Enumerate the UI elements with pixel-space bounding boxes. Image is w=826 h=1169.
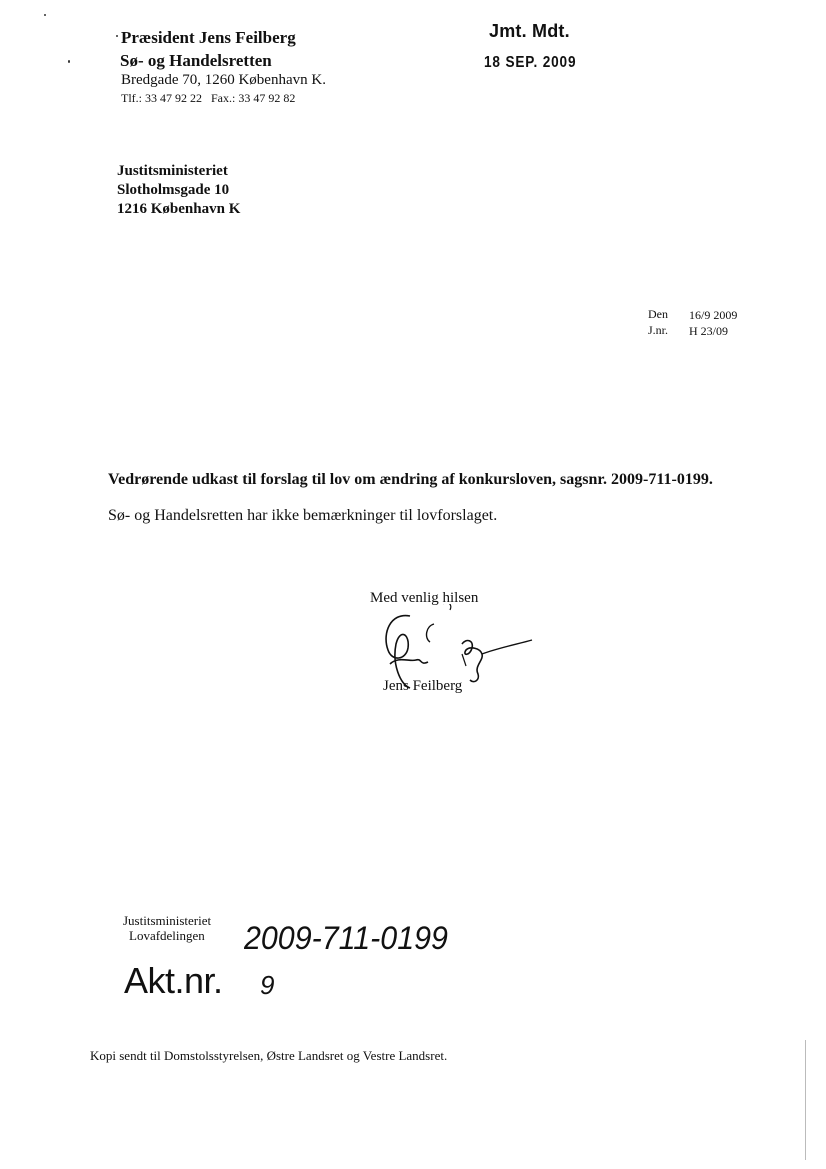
ministry-stamp xyxy=(123,913,211,943)
date-value: 16/9 2009 xyxy=(689,308,738,322)
scan-speck xyxy=(44,14,46,16)
handwritten-akt-number xyxy=(258,966,284,1002)
copy-note: Kopi sendt til Domstolsstyrelsen, Østre Landsret og Vestre Landsret. xyxy=(90,1048,448,1063)
sender-address: Bredgade 70, 1260 København K. xyxy=(121,72,326,88)
ministry-stamp-line-1: Justitsministeriet xyxy=(123,913,212,928)
recipient-line-3: 1216 København K xyxy=(117,201,241,217)
ministry-stamp-line-2: Lovafdelingen xyxy=(129,928,205,943)
letter-body: Sø- og Handelsretten har ikke bemærkninger til lovforslaget. xyxy=(108,507,498,524)
letter-subject: Vedrørende udkast til forslag til lov om ændring af konkursloven, sagsnr. 2009-711-0199. xyxy=(108,471,713,488)
date-label: Den xyxy=(648,307,668,321)
ref-value: H 23/09 xyxy=(689,324,728,338)
sender-name: Præsident Jens Feilberg xyxy=(121,28,296,47)
scan-speck xyxy=(116,35,118,37)
received-stamp-date: 18 SEP. 2009 xyxy=(484,54,577,71)
recipient-line-1: Justitsministeriet xyxy=(117,163,228,179)
sender-court: Sø- og Handelsretten xyxy=(120,51,272,70)
recipient-line-2: Slotholmsgade 10 xyxy=(117,182,230,198)
handwritten-case-number xyxy=(244,915,474,957)
sender-phone: Tlf.: 33 47 92 22 Fax.: 33 47 92 82 xyxy=(121,91,296,105)
handwritten-case-number-text: 2009-711-0199 xyxy=(244,920,448,957)
handwritten-akt-number-text: 9 xyxy=(260,970,275,1000)
scan-edge-mark xyxy=(805,1040,806,1160)
signer-name: Jens Feilberg xyxy=(383,678,463,694)
akt-label: Akt.nr. xyxy=(124,960,223,1001)
scan-speck xyxy=(68,60,70,63)
ref-label: J.nr. xyxy=(648,323,669,337)
received-stamp-office: Jmt. Mdt. xyxy=(489,21,570,41)
letter-greeting: Med venlig hilsen xyxy=(370,590,479,606)
